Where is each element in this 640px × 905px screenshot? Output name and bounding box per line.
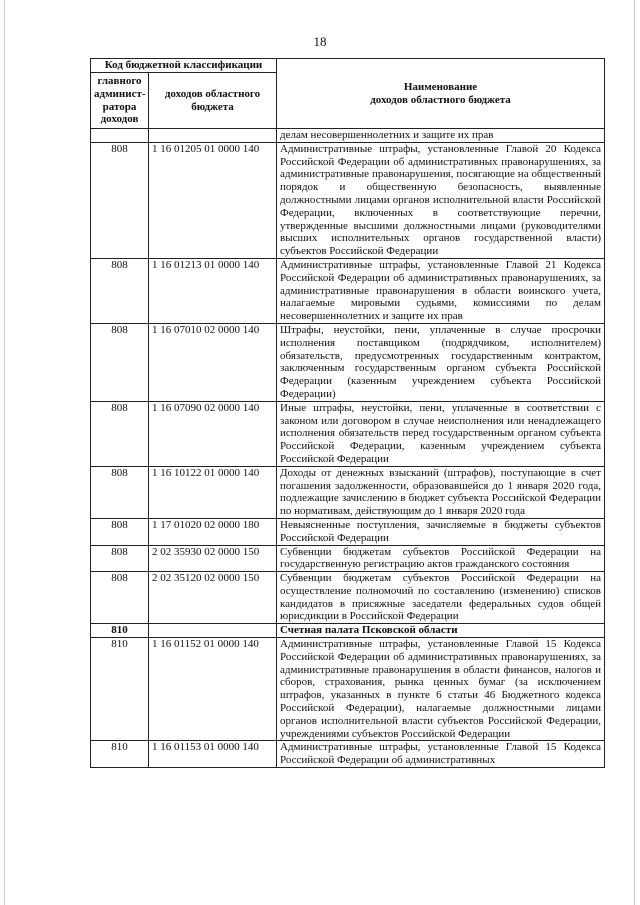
table-row bbox=[91, 518, 605, 545]
admin-code-cell: 808 bbox=[91, 142, 149, 258]
admin-code-cell bbox=[91, 129, 149, 143]
table-row bbox=[91, 142, 605, 258]
revenue-name-cell: Невыясненные поступления, зачисляемые в бюджеты субъектов Российской Федерации bbox=[277, 518, 605, 545]
table-row bbox=[91, 401, 605, 466]
administrator-name-cell: Счетная палата Псковской области bbox=[277, 624, 605, 638]
header-chief-administrator bbox=[91, 73, 149, 129]
admin-code-cell: 810 bbox=[91, 741, 149, 768]
revenue-name-cell: Субвенции бюджетам субъектов Российской Федерации на осуществление полномочий по составлению (изменению) списков кандидатов в присяжные заседатели федеральных судов общей юрисдикции в Российской Федерации bbox=[277, 572, 605, 624]
revenue-name-cell: Административные штрафы, установленные Главой 20 Кодекса Российской Федерации об административных правонарушениях, за административные правонарушения, посягающие на общественный порядок и общественную безопасность, выявленные должностными лицами органов исполнительной власти Российской Федерации, включенных в соответствующие перечни, утвержденные высшими должностными лицами (руководителями высших исполнительных органов государственной власти) субъектов Российской Федерации bbox=[277, 142, 605, 258]
revenue-name-cell: Административные штрафы, установленные Главой 15 Кодекса Российской Федерации об административных правонарушениях, за административные правонарушения в области финансов, налогов и сборов, страхования, рынка ценных бумаг (за исключением штрафов, указанных в пункте 6 статьи 46 Бюджетного кодекса Российской Федерации), налагаемые должностными лицами органов исполнительной власти субъектов Российской Федерации, учреждениями субъектов Российской Федерации bbox=[277, 638, 605, 741]
admin-code-cell: 808 bbox=[91, 545, 149, 572]
administrator-heading-row bbox=[91, 624, 605, 638]
revenue-name-cell: Доходы от денежных взысканий (штрафов), поступающие в счет погашения задолженности, образовавшейся до 1 января 2020 года, подлежащие зачислению в бюджет субъекта Российской Федерации по нормативам, действующим до 1 января 2020 года bbox=[277, 466, 605, 518]
admin-code-cell: 810 bbox=[91, 624, 149, 638]
revenue-code-cell bbox=[149, 129, 277, 143]
revenue-code-cell: 1 16 10122 01 0000 140 bbox=[149, 466, 277, 518]
table-row bbox=[91, 466, 605, 518]
scan-edge-right bbox=[634, 0, 635, 905]
table-row bbox=[91, 572, 605, 624]
table-row bbox=[91, 638, 605, 741]
header-revenue-line-1: доходов областного bbox=[164, 87, 261, 100]
revenue-name-cell: делам несовершеннолетних и защите их прав bbox=[277, 129, 605, 143]
header-revenue-name bbox=[277, 59, 605, 129]
header-regional-budget-revenue bbox=[149, 73, 277, 129]
page-number: 18 bbox=[313, 34, 327, 49]
admin-code-cell: 808 bbox=[91, 572, 149, 624]
revenue-code-cell: 2 02 35930 02 0000 150 bbox=[149, 545, 277, 572]
table-row bbox=[91, 545, 605, 572]
revenue-code-cell: 1 16 07090 02 0000 140 bbox=[149, 401, 277, 466]
header-budget-classification: Код бюджетной классификации bbox=[91, 59, 277, 73]
revenue-code-cell: 2 02 35120 02 0000 150 bbox=[149, 572, 277, 624]
table-row bbox=[91, 258, 605, 323]
revenue-code-cell: 1 16 07010 02 0000 140 bbox=[149, 323, 277, 401]
header-admin-line-4: доходов bbox=[100, 113, 139, 126]
table-row bbox=[91, 129, 605, 143]
revenue-name-cell: Штрафы, неустойки, пени, уплаченные в случае просрочки исполнения поставщиком (подрядчиком, исполнителем) обязательств, предусмотренных государственным контрактом, заключенным государственным органом субъекта Российской Федерации (казенным учреждением субъекта Российской Федерации) bbox=[277, 323, 605, 401]
header-admin-line-2: админист- bbox=[94, 87, 146, 100]
header-admin-line-3: ратора bbox=[102, 100, 137, 113]
revenue-name-cell: Административные штрафы, установленные Главой 21 Кодекса Российской Федерации об административных правонарушениях, за административные правонарушения в области воинского учета, налагаемые мировыми судьями, комиссиями по делам несовершеннолетних и защите их прав bbox=[277, 258, 605, 323]
revenue-classification-table bbox=[90, 58, 605, 768]
admin-code-cell: 808 bbox=[91, 466, 149, 518]
admin-code-cell: 808 bbox=[91, 258, 149, 323]
scan-edge-left bbox=[4, 0, 5, 905]
revenue-name-cell: Административные штрафы, установленные Главой 15 Кодекса Российской Федерации об административных bbox=[277, 741, 605, 768]
revenue-name-cell: Субвенции бюджетам субъектов Российской Федерации на государственную регистрацию актов гражданского состояния bbox=[277, 545, 605, 572]
revenue-code-cell: 1 16 01213 01 0000 140 bbox=[149, 258, 277, 323]
revenue-code-cell: 1 16 01153 01 0000 140 bbox=[149, 741, 277, 768]
header-revenue-name-line-1: Наименование bbox=[403, 80, 478, 93]
admin-code-cell: 808 bbox=[91, 401, 149, 466]
admin-code-cell: 808 bbox=[91, 323, 149, 401]
admin-code-cell: 810 bbox=[91, 638, 149, 741]
header-admin-line-1: главного bbox=[97, 74, 142, 87]
revenue-code-cell bbox=[149, 624, 277, 638]
revenue-code-cell: 1 16 01205 01 0000 140 bbox=[149, 142, 277, 258]
header-revenue-name-line-2: доходов областного бюджета bbox=[370, 93, 511, 106]
table-row bbox=[91, 741, 605, 768]
revenue-code-cell: 1 17 01020 02 0000 180 bbox=[149, 518, 277, 545]
table-body bbox=[91, 129, 605, 768]
table-header bbox=[91, 59, 605, 129]
admin-code-cell: 808 bbox=[91, 518, 149, 545]
revenue-name-cell: Иные штрафы, неустойки, пени, уплаченные в соответствии с законом или договором в случае неисполнения или ненадлежащего исполнения обязательств перед государственным органом субъекта Российской Федерации, казенным учреждением субъекта Российской Федерации bbox=[277, 401, 605, 466]
header-revenue-line-2: бюджета bbox=[191, 100, 234, 113]
revenue-code-cell: 1 16 01152 01 0000 140 bbox=[149, 638, 277, 741]
table-row bbox=[91, 323, 605, 401]
